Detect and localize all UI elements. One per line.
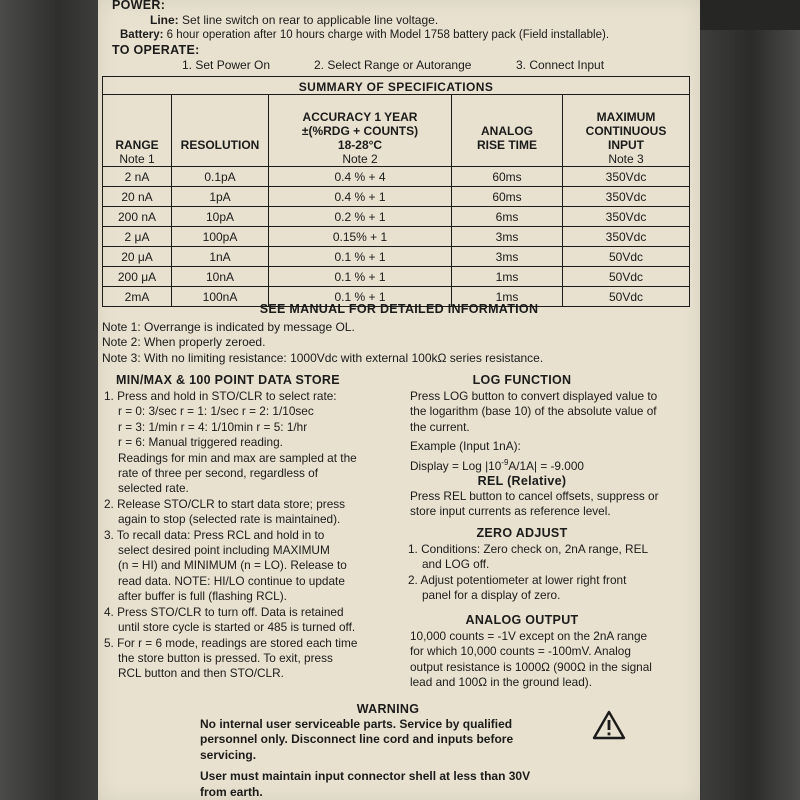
header-rise-time: ANALOG RISE TIME	[452, 95, 563, 167]
cell-max-input: 350Vdc	[563, 207, 690, 227]
cell-resolution: 100pA	[172, 227, 269, 247]
table-row	[103, 187, 690, 207]
note-3: Note 3: With no limiting resistance: 1000Vdc with external 100kΩ series resistance.	[102, 350, 544, 365]
cell-range: 2 nA	[103, 167, 172, 187]
cell-max-input: 350Vdc	[563, 227, 690, 247]
analog-heading: ANALOG OUTPUT	[465, 613, 579, 627]
notes-block	[102, 320, 543, 366]
cell-range: 200 μA	[103, 267, 172, 287]
operate-step-1: 1. Set Power On	[182, 58, 271, 72]
specifications-table	[102, 76, 690, 307]
power-line-label: Line:	[150, 13, 179, 27]
table-row	[103, 167, 690, 187]
cell-accuracy: 0.1 % + 1	[269, 287, 452, 307]
cell-range: 2mA	[103, 287, 172, 307]
warning-block: No internal user serviceable parts. Service by qualified personnel only. Disconnect line cord and inputs before servicing. User must maintain input connector shell at less than 30V from earth.	[200, 717, 531, 799]
instrument-case-left	[0, 0, 98, 800]
cell-rise-time: 1ms	[452, 267, 563, 287]
cell-range: 20 nA	[103, 187, 172, 207]
rel-block: Press REL button to cancel offsets, suppress or store input currents as reference level.	[410, 489, 659, 519]
log-display-formula: Display = Log $|10^{-9}A/1A| = -9.000$	[410, 457, 584, 473]
cell-accuracy: 0.2 % + 1	[269, 207, 452, 227]
cell-accuracy: 0.1 % + 1	[269, 267, 452, 287]
cell-accuracy: 0.4 % + 1	[269, 187, 452, 207]
cell-rise-time: 3ms	[452, 247, 563, 267]
cell-rise-time: 1ms	[452, 287, 563, 307]
note-1: Note 1: Overrange is indicated by message OL.	[102, 320, 355, 334]
specification-label	[98, 0, 700, 800]
cell-accuracy: 0.4 % + 4	[269, 167, 452, 187]
operate-heading: TO OPERATE:	[112, 43, 200, 57]
zero-block: 1. Conditions: Zero check on, 2nA range, REL and LOG off. 2. Adjust potentiometer at lower right front panel for a display of zero.	[408, 542, 649, 603]
cell-rise-time: 6ms	[452, 207, 563, 227]
cell-rise-time: 60ms	[452, 187, 563, 207]
power-battery-text: 6 hour operation after 10 hours charge with Model 1758 battery pack (Field installable).	[166, 29, 610, 41]
header-range: RANGE Note 1	[103, 95, 172, 167]
cell-resolution: 10pA	[172, 207, 269, 227]
rel-heading: REL (Relative)	[477, 474, 567, 488]
instrument-case-right	[702, 0, 800, 800]
cell-max-input: 50Vdc	[563, 267, 690, 287]
cell-max-input: 50Vdc	[563, 247, 690, 267]
cell-resolution: 100nA	[172, 287, 269, 307]
cell-accuracy: 0.15% + 1	[269, 227, 452, 247]
cell-resolution: 1nA	[172, 247, 269, 267]
zero-heading: ZERO ADJUST	[476, 526, 568, 540]
see-manual-text: SEE MANUAL FOR DETAILED INFORMATION	[259, 302, 539, 316]
cell-range: 200 nA	[103, 207, 172, 227]
power-heading: POWER:	[112, 0, 166, 12]
analog-block: 10,000 counts = -1V except on the 2nA range for which 10,000 counts = -100mV. Analog output resistance is 1000Ω (900Ω in the signal lead and 100Ω in the ground lead).	[410, 629, 652, 690]
cell-max-input: 350Vdc	[563, 187, 690, 207]
header-max-input: MAXIMUM CONTINUOUS INPUT Note 3	[563, 95, 690, 167]
minmax-block: 1. Press and hold in STO/CLR to select rate: r = 0: 3/sec r = 1: 1/sec r = 2: 1/10sec r = 3: 1/min r = 4: 1/10min r = 5: 1/hr r = 6: Manual triggered reading. Readings for min and max are sampled at the rate of three per second, regardless of selected rate. 2. Release STO/CLR to start data store; press again to stop (selected rate is maintained). 3. To recall data: Press RCL and hold in to select desired point including MAXIMUM (n = HI) and MINIMUM (n = LO). Release to read data. NOTE: HI/LO continue to update after buffer is full (flashing RCL). 4. Press STO/CLR to turn off. Data is retained until store cycle is started or 485 is turned off. 5. For r = 6 mode, readings are stored each time the store button is pressed. To exit, press RCL button and then STO/CLR.	[104, 389, 358, 681]
operate-step-2: 2. Select Range or Autorange	[314, 58, 472, 72]
header-accuracy: ACCURACY 1 YEAR ±(%RDG + COUNTS) 18-28°C Note 2	[269, 95, 452, 167]
warning-triangle-icon	[592, 710, 626, 743]
log-heading: LOG FUNCTION	[472, 373, 572, 387]
cell-rise-time: 60ms	[452, 167, 563, 187]
cell-accuracy: 0.1 % + 1	[269, 247, 452, 267]
power-line-text: Set line switch on rear to applicable line voltage.	[182, 13, 439, 27]
cell-resolution: 1pA	[172, 187, 269, 207]
log-block: Press LOG button to convert displayed value to the logarithm (base 10) of the absolute value of the current. Example (Input 1nA): Display = Log $|10^{-9}A/1A| = -9.000$	[410, 389, 658, 473]
cell-max-input: 50Vdc	[563, 287, 690, 307]
operate-step-3: 3. Connect Input	[516, 58, 605, 72]
cell-range: 20 μA	[103, 247, 172, 267]
cell-rise-time: 3ms	[452, 227, 563, 247]
table-row	[103, 207, 690, 227]
note-2: Note 2: When properly zeroed.	[102, 335, 266, 350]
cell-resolution: 0.1pA	[172, 167, 269, 187]
specifications-title: SUMMARY OF SPECIFICATIONS	[103, 77, 690, 95]
power-line	[150, 13, 438, 27]
power-battery	[120, 28, 609, 42]
power-battery-label: Battery:	[120, 29, 164, 41]
minmax-heading: MIN/MAX & 100 POINT DATA STORE	[116, 373, 340, 387]
cell-resolution: 10nA	[172, 267, 269, 287]
header-resolution: RESOLUTION	[172, 95, 269, 167]
table-row	[103, 247, 690, 267]
table-row	[103, 227, 690, 247]
table-row	[103, 267, 690, 287]
cell-range: 2 μA	[103, 227, 172, 247]
warning-heading: WARNING	[356, 702, 420, 716]
cell-max-input: 350Vdc	[563, 167, 690, 187]
